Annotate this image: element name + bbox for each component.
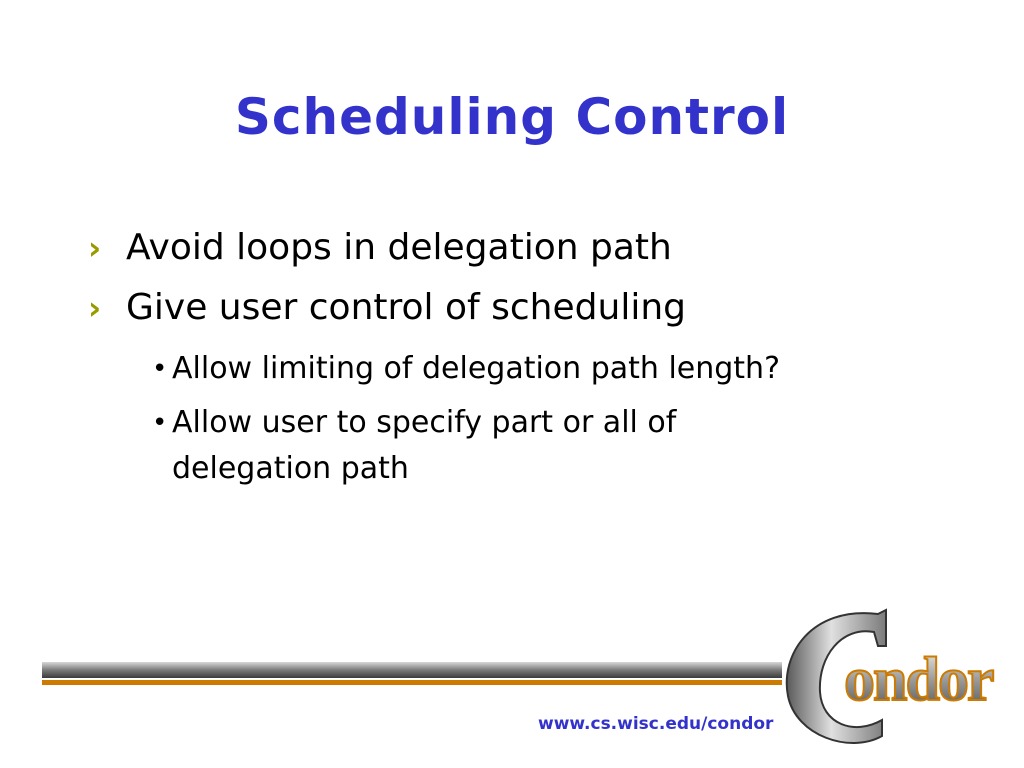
dot-bullet-icon: • [152,408,168,438]
logo-text: ondor [844,646,993,714]
chevron-bullet-icon: › [88,289,102,327]
bullet-text: Give user control of scheduling [126,287,686,328]
condor-logo [770,596,1010,756]
footer-url[interactable]: www.cs.wisc.edu/condor [538,714,774,734]
footer-rule [42,660,782,690]
sub-bullet-item [148,346,968,392]
bullet-list [88,218,968,492]
bullet-text: Avoid loops in delegation path [126,227,672,268]
bullet-item [88,278,968,338]
sub-bullet-item [148,400,832,492]
chevron-bullet-icon: › [88,229,102,267]
sub-bullet-text: Allow user to specify part or all of delegation path [172,405,677,486]
dot-bullet-icon: • [152,354,168,384]
slide-title: Scheduling Control [234,88,790,146]
sub-bullet-text: Allow limiting of delegation path length? [172,351,780,386]
bullet-item [88,218,968,278]
